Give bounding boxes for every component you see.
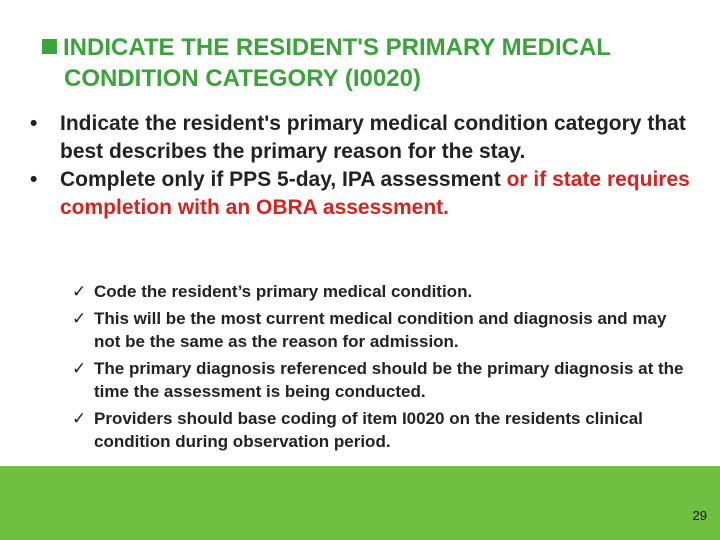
- page-number: 29: [692, 508, 707, 523]
- check-item: [72, 357, 692, 403]
- bullet-dot-icon: •: [30, 112, 38, 135]
- checkmark-icon: ✓: [72, 409, 87, 428]
- checkmark-icon: ✓: [72, 309, 87, 328]
- title-line-2: CONDITION CATEGORY (I0020): [64, 65, 421, 92]
- bullet-list: [30, 110, 700, 222]
- check-text: This will be the most current medical condition and diagnosis and may not be the same as the reason for admission.: [94, 309, 667, 351]
- checkmark-icon: ✓: [72, 359, 87, 378]
- check-item: [72, 280, 692, 303]
- bullet-text: Indicate the resident's primary medical condition category that best describes the primary reason for the stay.: [60, 112, 686, 163]
- title-line-1: INDICATE THE RESIDENT'S PRIMARY MEDICAL: [63, 34, 611, 61]
- check-item: [72, 307, 692, 353]
- footer-bar: [0, 466, 720, 540]
- checkmark-icon: ✓: [72, 282, 87, 301]
- bullet-item: [30, 166, 700, 222]
- check-text: Providers should base coding of item I0020 on the residents clinical condition during observation period.: [94, 409, 643, 451]
- bullet-dot-icon: •: [30, 168, 38, 191]
- check-list: [72, 280, 692, 457]
- square-bullet-icon: [42, 39, 57, 54]
- check-text: Code the resident’s primary medical condition.: [94, 282, 473, 301]
- slide-title: [42, 32, 712, 94]
- bullet-text-highlight: or if state requires completion with an OBRA assessment.: [60, 168, 690, 219]
- bullet-item: [30, 110, 700, 166]
- bullet-text: Complete only if PPS 5-day, IPA assessment: [60, 168, 507, 191]
- check-item: [72, 407, 692, 453]
- check-text: The primary diagnosis referenced should be the primary diagnosis at the time the assessment is being conducted.: [94, 359, 684, 401]
